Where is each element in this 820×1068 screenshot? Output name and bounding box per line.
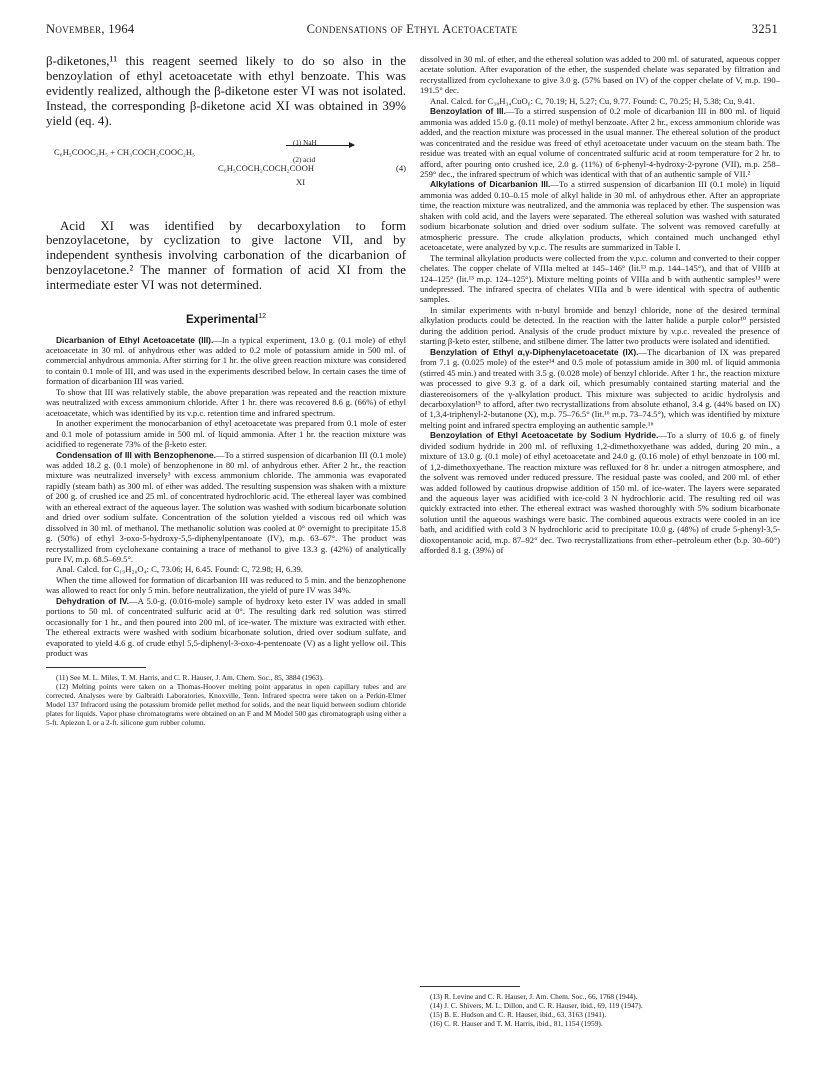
equation-number: (4) xyxy=(395,162,406,173)
analysis-paragraph: Anal. Calcd. for C₁₉H₂₀O₄: C, 73.06; H, 6.45. Found: C, 72.98; H, 6.39. xyxy=(56,564,304,575)
reaction-arrow-icon xyxy=(286,145,354,146)
exp-paragraph: In similar experiments with n-butyl bromide and benzyl chloride, none of the desired terminal alkylation products could be detected. In the reaction with the latter halide a purple color¹⁰ persisted during the addition period. Analysis of the crude product mixture by v.p.c. revealed the presence of starting β-keto ester, stilbene, and stilbene dimer. The latter two products were isolated and identified. xyxy=(420,304,780,347)
exp-paragraph: To show that III was relatively stable, the above preparation was repeated and the reaction mixture was neutralized with excess ammonium chloride. After 1 hr. there was recovered 8.6 g. (66%) of ethyl acetoacetate, which was identified by its v.p.c. retention time and infrared spectrum. xyxy=(46,386,406,418)
page-number: 3251 xyxy=(751,22,778,36)
analysis-paragraph: Anal. Calcd. for C₃₈H₃₄CuO₆: C, 70.19; H, 5.27; Cu, 9.77. Found: C, 70.25; H, 5.38; Cu, 9.41. xyxy=(430,95,755,106)
run-in-heading: Dehydration of IV. xyxy=(56,595,129,606)
exp-paragraph xyxy=(46,450,406,565)
run-in-heading: Alkylations of Dicarbanion III. xyxy=(430,179,551,190)
equation-product: C₆H₅COCH₂COCH₂COOH xyxy=(218,162,315,173)
equation-step-1: (1) NaH xyxy=(293,138,317,147)
exp-paragraph xyxy=(420,106,780,179)
run-in-heading: Dicarbanion of Ethyl Acetoacetate (III). xyxy=(56,334,214,345)
footnote-16: (16) C. R. Hauser and T. M. Harris, ibid., 81, 1154 (1959). xyxy=(430,1019,603,1029)
paragraph-text: —To a stirred suspension of dicarbanion III (0.1 mole) in liquid ammonia was added 0.10–0.15 mole of alkyl halide in 30 ml. of anhydrous ether. After an appropriate time, the reaction mixture was neutralized, and the ammonia was replaced by ether. The suspension was shaken with cold acid, and the layers were separated. The ethereal solution was washed with saturated sodium bicarbonate solution and dried over sodium sulfate. The solvent was removed carefully at atmospheric pressure. The crude alkylation products, which contained much unchanged ethyl acetoacetate, were analyzed by v.p.c. The results are summarized in Table I. xyxy=(420,179,780,253)
running-header xyxy=(46,22,778,40)
right-footnotes xyxy=(420,978,780,1028)
paragraph-text: —To a stirred suspension of dicarbanion III (0.1 mole) was added 18.2 g. (0.1 mole) of benzophenone in 80 ml. of anhydrous ether. After 2 hr., the reaction mixture was neutralized inversely³ with excess ammonium chloride. The ammonia was evaporated rapidly (steam bath) as 300 ml. of ether was added. The resulting suspension was shaken with a mixture of 200 g. of crushed ice and 25 ml. of concentrated hydrochloric acid. The ethereal layer was combined with an ethereal extract of the aqueous layer. The solution was washed with sodium bicarbonate solution and dried over sodium sulfate. Concentration of the solution yielded a viscous red oil which was dissolved in 30 ml. of methanol. The methanolic solution was cooled at 0° overnight to precipitate 15.8 g. (50%) of ethyl 3-oxo-5-hydroxy-5,5-diphenylpentanoate (IV), m.p. 63–67°. The product was recrystallized from cyclohexane containing a trace of methanol to give 13.3 g. (42%) of analytically pure IV, m.p. 68.5–69.5°. xyxy=(46,449,406,565)
section-heading xyxy=(46,315,406,325)
exp-paragraph: In another experiment the monocarbanion of ethyl acetoacetate was prepared from 0.1 mole of ester and 0.1 mole of potassium amide in 500 ml. of liquid ammonia. After 1 hr. the reaction mixture was acidified to regenerate 73% of the β-keto ester. xyxy=(46,418,406,450)
exp-paragraph xyxy=(46,335,406,387)
exp-paragraph: When the time allowed for formation of dicarbanion III was reduced to 5 min. and the benzophenone was allowed to react for only 5 min. before neutralization, the yield of pure IV was 34%. xyxy=(46,574,406,596)
equation-compound-label: XI xyxy=(296,176,306,187)
footnote-12: (12) Melting points were taken on a Thomas-Hoover melting point apparatus in open capillary tubes and are corrected. Analyses were by Galbraith Laboratories, Knoxville, Tenn. Infrared spectra were taken on a Perkin-Elmer Model 137 Infracord using the potassium bromide pellet method for solids, and the neat liquid between sodium chloride plates for liquids. Vapor phase chromatograms were obtained on an F and M Model 500 gas chromatograph using either a 5-ft. Apiezon L or a 2-ft. silicone gum rubber column. xyxy=(46,681,406,728)
header-title: Condensations of Ethyl Acetoacetate xyxy=(306,22,518,36)
paragraph-text: —In a typical experiment, 13.0 g. (0.1 mole) of ethyl acetoacetate in 30 ml. of anhydrous ether was added to 0.2 mole of potassium amide in 500 ml. of commercial anhydrous ammonia. After stirring for 1 hr. the olive green reaction mixture was considered to contain 0.1 mole of III, and was used in the experiments described below. In certain cases the time of formation of dicarbanion III was varied. xyxy=(46,334,406,387)
footnote-15: (15) B. E. Hudson and C. R. Hauser, ibid., 63, 3163 (1941). xyxy=(430,1010,607,1020)
footnote-divider xyxy=(420,986,520,987)
exp-paragraph xyxy=(420,179,780,252)
header-date: November, 1964 xyxy=(46,22,135,36)
exp-paragraph xyxy=(420,430,780,555)
exp-paragraph: dissolved in 30 ml. of ether, and the ethereal solution was added to 200 ml. of saturated, aqueous copper acetate solution. After evaporation of the ether, the suspended chelate was separated by filtration and recrystallized from cyclohexane to give 3.0 g. (57% based on IV) of the copper chelate of V, m.p. 190–191.5° dec. xyxy=(420,54,780,96)
right-column xyxy=(420,54,780,556)
exp-paragraph: The terminal alkylation products were collected from the v.p.c. column and converted to their copper chelates. The copper chelate of VIIIa melted at 145–146° (lit.¹³ m.p. 144–145°), and that of VIIIb at 124–125° (lit.¹³ m.p. 124–125°). Mixture melting points of VIIIa and b with authentic samples¹³ were undepressed. The infrared spectra of chelates VIIIa and b were identical with spectra of authentic samples. xyxy=(420,252,780,305)
equation-4 xyxy=(46,138,406,199)
exp-paragraph xyxy=(46,596,406,659)
paragraph-text: —To a slurry of 10.6 g. of finely divided sodium hydride in 200 ml. of refluxing 1,2-dimethoxyethane was added, during 20 min., a mixture of 13.0 g. (0.1 mole) of ethyl acetoacetate and 24.0 g. (0.16 mole) of ethyl benzoate in 100 ml. of 1,2-dimethoxyethane. The reaction mixture was refluxed for 8 hr. under a nitrogen atmosphere, and the solvent was removed under reduced pressure. The residual paste was cooled, and 200 ml. of ether was added followed by cautious dropwise addition of 150 ml. of ice-water. The layers were separated and the aqueous layer was acidified with ice-cold 3 N hydrochloric acid. The resulting red oil was quickly extracted into ether. The ethereal extract was washed thoroughly with 5% sodium bicarbonate solution until the aqueous washings were basic. The combined aqueous extracts were cooled in an ice bath, and acidified with cold 3 N hydrochloric acid to precipitate 10.0 g. (48%) of crude 5-phenyl-3,5-dioxopentanoic acid, m.p. 87–92° dec. Two recrystallizations from ether–petroleum ether (b.p. 30–60°) afforded 8.1 g. (39%) of xyxy=(420,430,780,556)
footnote-11: (11) See M. L. Miles, T. M. Harris, and C. R. Hauser, J. Am. Chem. Soc., 85, 3884 (1963). xyxy=(56,672,324,682)
run-in-heading: Condensation of III with Benzophenone. xyxy=(56,449,217,460)
run-in-heading: Benzylation of Ethyl α,γ-Diphenylacetoacetate (IX). xyxy=(430,346,639,357)
paragraph-text: —To a stirred suspension of 0.2 mole of dicarbanion III in 800 ml. of liquid ammonia was added 15.0 g. (0.11 mole) of methyl benzoate. After 2 hr., excess ammonium chloride was added, and the reaction mixture was processed in the usual manner. The ethereal solution of the product was concentrated and the residue was freed of ethyl acetoacetate under vacuum on the steam bath. The residue was treated with an equal volume of concentrated sulfuric acid at room temperature for 2 hr. to afford, after pouring onto crushed ice, 2.0 g. (11%) of 6-phenyl-4-hydroxy-2-pyrone (VII), m.p. 258–259° dec., the infrared spectrum of which was identical with that of an authentic sample of VII.² xyxy=(420,106,780,179)
section-title: Experimental xyxy=(185,314,259,327)
footnote-14: (14) J. C. Shivers, M. L. Dillon, and C. R. Hauser, ibid., 69, 119 (1947). xyxy=(430,1001,643,1011)
section-footnote-ref: 12 xyxy=(258,313,267,321)
footnote-divider xyxy=(46,667,146,668)
footnote-13: (13) R. Levine and C. R. Hauser, J. Am. Chem. Soc., 66, 1768 (1944). xyxy=(430,992,638,1001)
acid-xi-paragraph: Acid XI was identified by decarboxylation to form benzoylacetone, by cyclization to give lactone VII, and by independent synthesis involving carbonation of the dicarbanion of benzoylacetone.² The manner of formation of acid XI from the intermediate ester VI was not determined. xyxy=(46,218,406,293)
equation-reactants: C₆H₅COOC₂H₅ + CH₃COCH₂COOC₂H₅ xyxy=(54,146,196,157)
exp-paragraph xyxy=(420,347,780,431)
left-column xyxy=(46,54,406,727)
equation-step-2: (2) acid xyxy=(293,155,316,164)
intro-paragraph: β-diketones,¹¹ this reagent seemed likely to do so also in the benzoylation of ethyl acetoacetate with ethyl benzoate. This was evidently realized, although the β-diketone ester VI was not isolated. Instead, the corresponding β-diketone acid XI was obtained in 39% yield (eq. 4). xyxy=(46,54,406,128)
run-in-heading: Benzoylation of III. xyxy=(430,106,506,117)
paragraph-text: —A 5.0-g. (0.016-mole) sample of hydroxy keto ester IV was added in small portions to 50 ml. of concentrated sulfuric acid at 0°. The resulting dark red solution was stirred occasionally for 1 hr., and then poured into 200 ml. of ice-water. The mixture was extracted with ether. The ethereal extracts were washed with sodium bicarbonate solution, dried over sodium sulfate, and evaporated to yield 4.6 g. of crude ethyl 5,5-diphenyl-3-oxo-4-pentenoate (V) as a light yellow oil. This product was xyxy=(46,595,407,659)
paragraph-text: —The dicarbanion of IX was prepared from 7.1 g. (0.025 mole) of the ester¹⁴ and 0.5 mole of potassium amide in 300 ml. of liquid ammonia (stirred 45 min.) and treated with 3.5 g. (0.028 mole) of benzyl chloride. After 1 hr., the reaction mixture was processed to give 9.3 g. of a dark oil, which presumably contained starting material and the diastereoisomers of the γ-alkylation product. This mixture was subjected to acidic hydrolysis and decarboxylation¹⁵ to afford, after two recrystallizations from absolute ethanol, 3.4 g. (44% based on IX) of 1,3,4-triphenyl-2-butanone (X), m.p. 75–76.5° (lit.¹⁶ m.p. 73–74.5°), which was identified by mixture melting point and infrared spectra employing an authentic sample.¹⁶ xyxy=(420,346,780,430)
run-in-heading: Benzoylation of Ethyl Acetoacetate by Sodium Hydride. xyxy=(430,430,659,441)
